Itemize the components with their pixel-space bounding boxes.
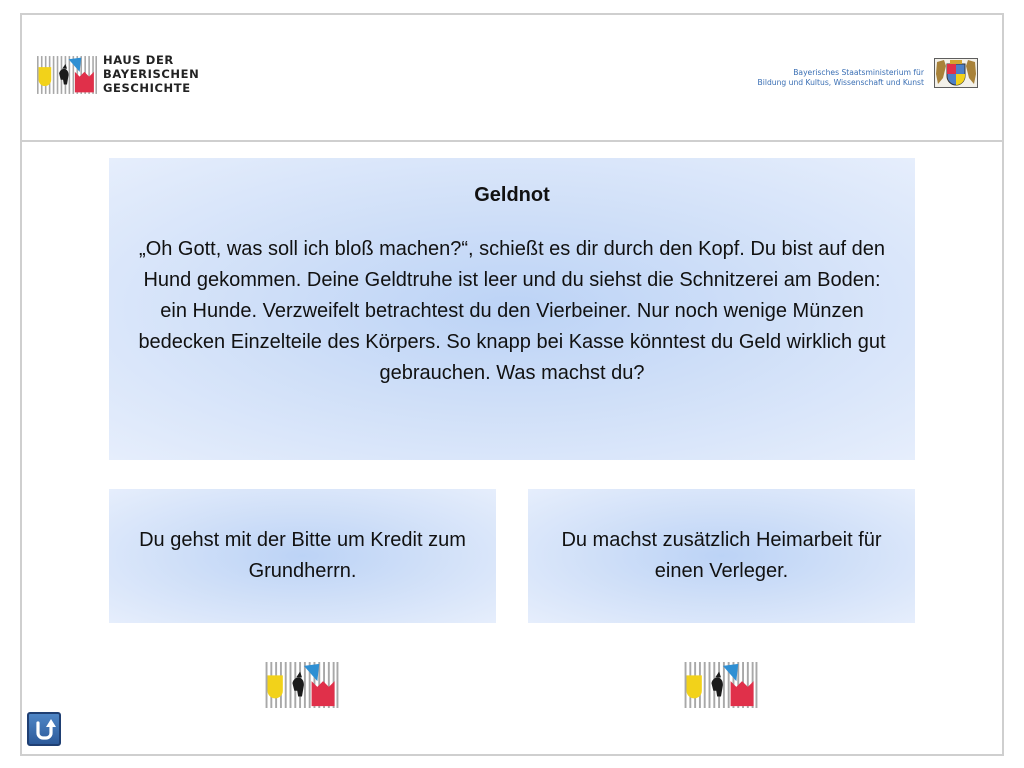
hdb-logo-icon: [264, 662, 340, 713]
ministry-line: Bildung und Kultus, Wissenschaft und Kunst: [757, 77, 924, 87]
hdb-logo-text: [103, 53, 199, 95]
choice-kredit-button[interactable]: [109, 489, 496, 623]
ministry-name: [758, 68, 924, 87]
choice-heimarbeit-button[interactable]: [528, 489, 915, 623]
bavarian-coat-of-arms-icon: [934, 58, 978, 93]
hdb-logo-line: GESCHICHTE: [103, 81, 191, 95]
return-arrow-icon: [29, 714, 59, 744]
choice-label: Du gehst mit der Bitte um Kredit zum Grundherrn.: [139, 529, 466, 582]
hdb-logo-icon: [37, 55, 97, 100]
choice-label: Du machst zusätzlich Heimarbeit für einen Verleger.: [561, 529, 882, 582]
hdb-logo-line: BAYERISCHEN: [103, 67, 200, 81]
story-title: Geldnot: [474, 184, 550, 206]
header-divider: [20, 140, 1004, 142]
story-panel: [109, 158, 915, 460]
story-text: „Oh Gott, was soll ich bloß machen?“, schießt es dir durch den Kopf. Du bist auf den Hund gekommen. Deine Geldtruhe ist leer und du siehst die Schnitzerei am Boden: ein Hunde. Verzweifelt betrachtest du den Vierbeiner. Nur noch wenige Münzen bedecken Einzelteile des Körpers. So knapp bei Kasse könntest du Geld wirklich gut gebrauchen. Was machst du?: [138, 238, 886, 384]
ministry-line: Bayerisches Staatsministerium für: [793, 68, 924, 77]
back-button[interactable]: [27, 712, 61, 746]
hdb-logo-icon: [683, 662, 759, 713]
hdb-logo-line: HAUS DER: [103, 53, 174, 67]
